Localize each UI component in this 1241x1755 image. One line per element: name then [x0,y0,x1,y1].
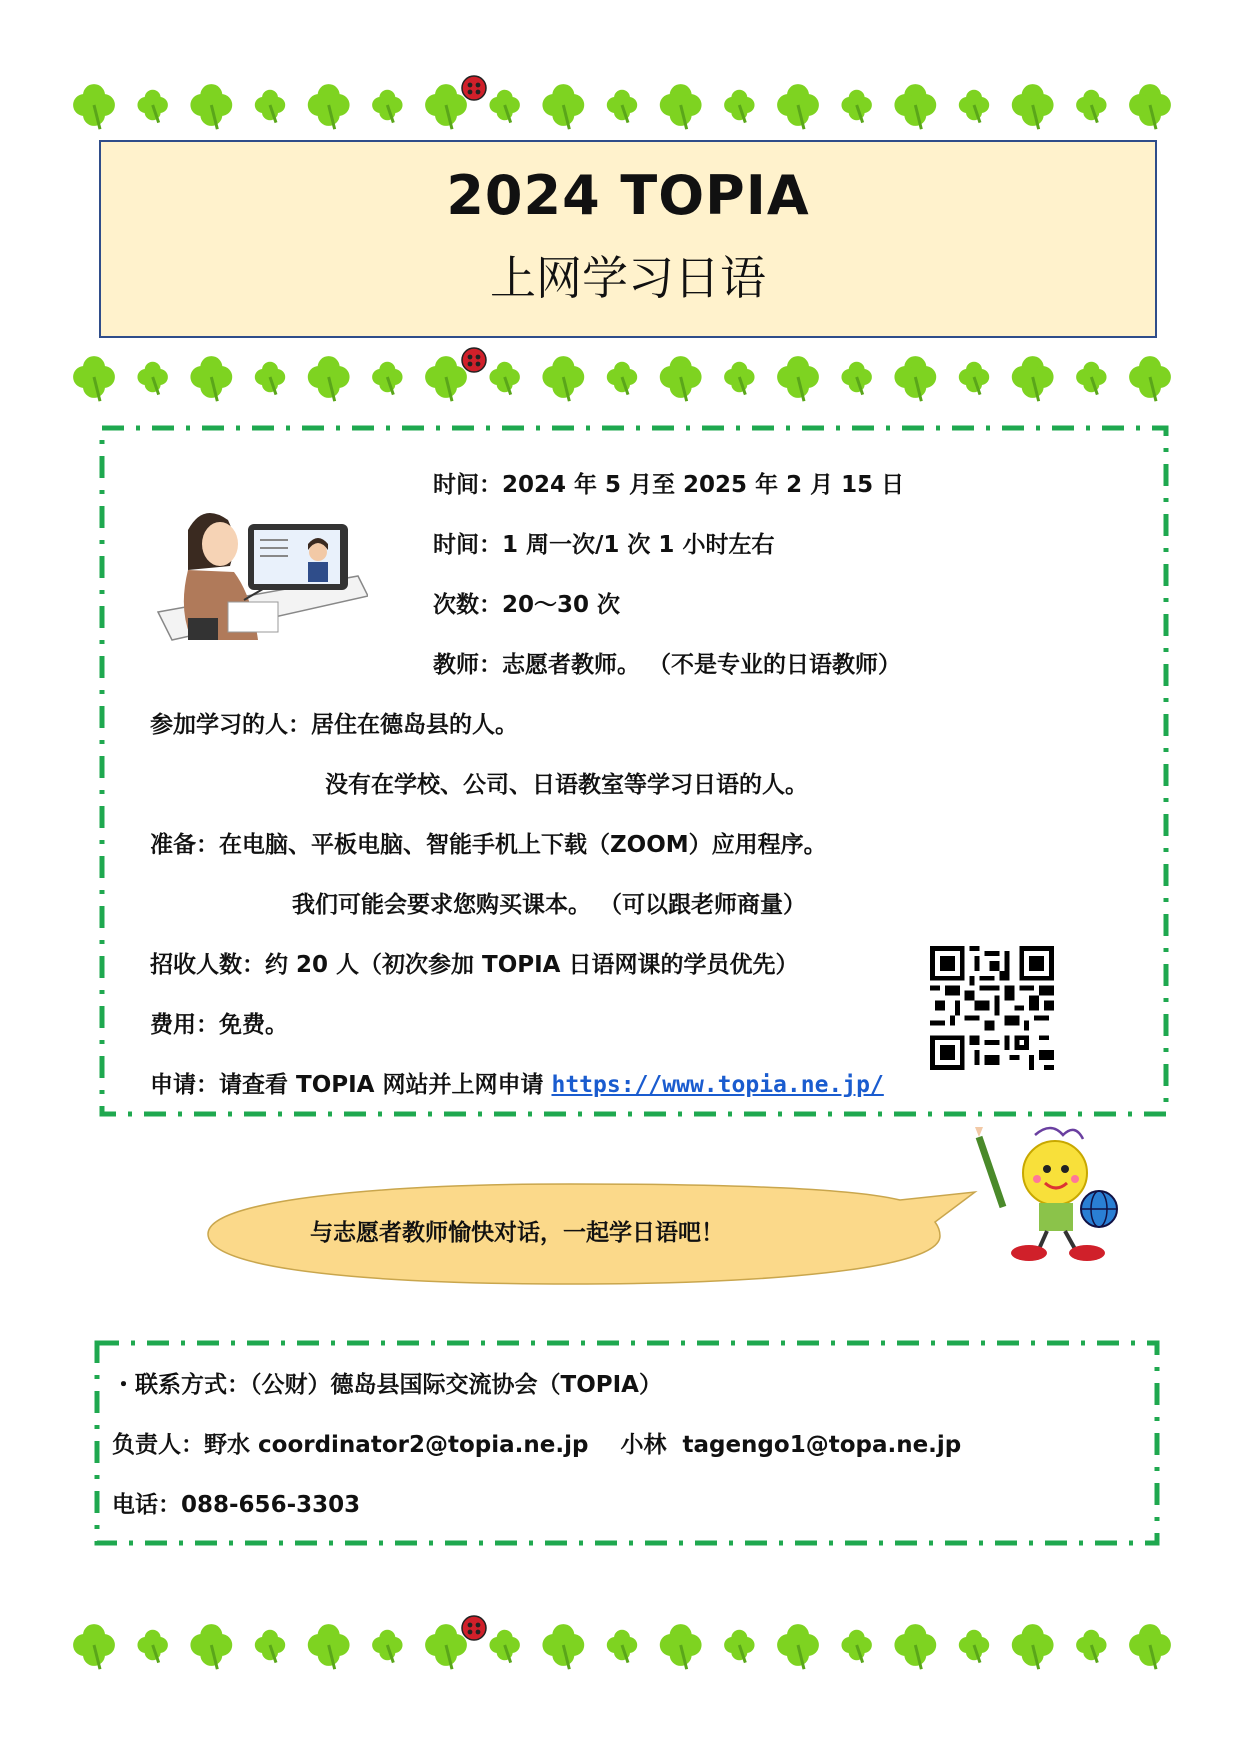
ladybug-icon [462,348,486,372]
clover-icon [1012,356,1054,401]
clover-icon [777,356,819,401]
clover-icon [372,1630,402,1663]
preparation-continued-text: 我们可能会要求您购买课本。 （可以跟老师商量） [292,892,807,918]
clover-icon [137,362,167,395]
clover-icon [542,356,584,401]
clover-icon [425,356,467,401]
apply-label: 申请：请查看 TOPIA 网站并上网申请 [150,1072,552,1098]
teacher-text: 教师：志愿者教师。 （不是专业的日语教师） [433,652,902,678]
bubble-message: 与志愿者教师愉快对话，一起学日语吧！ [310,1220,724,1246]
ladybug-icon [462,76,486,100]
period-text: 时间：2024 年 5 月至 2025 年 2 月 15 日 [433,472,905,498]
title-banner [99,140,1157,338]
clover-icon [1012,84,1054,129]
clover-icon [894,1624,936,1669]
clover-icon [660,356,702,401]
clover-icon [841,362,871,395]
clover-icon [607,1630,637,1663]
clover-icon [137,1630,167,1663]
participants-text: 参加学习的人：居住在德岛县的人。 [150,712,518,738]
clover-icon [607,90,637,123]
clover-icon [777,84,819,129]
preparation-text: 准备：在电脑、平板电脑、智能手机上下载（ZOOM）应用程序。 [150,832,827,858]
sessions-text: 次数：20〜30 次 [433,592,621,618]
clover-icon [190,1624,232,1669]
clover-icon [660,1624,702,1669]
clover-icon [959,1630,989,1663]
contact-organization: ・联系方式：（公财）德岛县国际交流协会（TOPIA） [112,1372,662,1398]
clover-icon [73,1624,115,1669]
clover-border-middle [72,346,1172,408]
clover-icon [542,1624,584,1669]
clover-icon [489,362,519,395]
clover-icon [724,1630,754,1663]
clover-icon [660,84,702,129]
qr-code [930,946,1054,1070]
clover-icon [255,1630,285,1663]
clover-icon [894,84,936,129]
speech-bubble [200,1190,940,1278]
topia-mascot [965,1125,1125,1265]
online-study-illustration [148,500,368,642]
clover-icon [724,362,754,395]
clover-icon [489,1630,519,1663]
clover-icon [190,84,232,129]
clover-icon [425,84,467,129]
frequency-text: 时间：1 周一次/1 次 1 小时左右 [433,532,775,558]
clover-icon [841,1630,871,1663]
clover-icon [724,90,754,123]
clover-icon [607,362,637,395]
clover-row-graphic [72,346,1172,408]
clover-row-graphic [72,1614,1172,1676]
clover-icon [190,356,232,401]
clover-icon [1129,84,1171,129]
clover-icon [1129,1624,1171,1669]
clover-icon [308,1624,350,1669]
clover-border-top [72,74,1172,136]
clover-icon [894,356,936,401]
clover-icon [959,362,989,395]
participants-continued-text: 没有在学校、公司、日语教室等学习日语的人。 [325,772,808,798]
apply-line [150,1066,884,1099]
clover-icon [308,356,350,401]
clover-icon [255,90,285,123]
contact-phone: 电话：088-656-3303 [112,1492,361,1518]
contact-persons: 负责人：野水 coordinator2@topia.ne.jp 小林 tagengo1@topa.ne.jp [112,1432,962,1458]
clover-icon [137,90,167,123]
clover-icon [425,1624,467,1669]
clover-icon [1012,1624,1054,1669]
clover-icon [1076,1630,1106,1663]
clover-icon [73,356,115,401]
clover-icon [542,84,584,129]
ladybug-icon [462,1616,486,1640]
page-title: 2024 TOPIA [446,164,810,227]
clover-icon [1076,90,1106,123]
clover-icon [959,90,989,123]
page-subtitle: 上网学习日语 [490,251,766,305]
clover-border-bottom [72,1614,1172,1676]
clover-icon [308,84,350,129]
clover-icon [777,1624,819,1669]
clover-icon [73,84,115,129]
topia-website-link[interactable]: https://www.topia.ne.jp/ [551,1072,884,1098]
clover-row-graphic [72,74,1172,136]
clover-icon [1129,356,1171,401]
clover-icon [372,362,402,395]
clover-icon [1076,362,1106,395]
capacity-text: 招收人数：约 20 人（初次参加 TOPIA 日语网课的学员优先） [150,952,799,978]
clover-icon [841,90,871,123]
clover-icon [255,362,285,395]
clover-icon [372,90,402,123]
clover-icon [489,90,519,123]
fee-text: 费用：免费。 [150,1012,288,1038]
